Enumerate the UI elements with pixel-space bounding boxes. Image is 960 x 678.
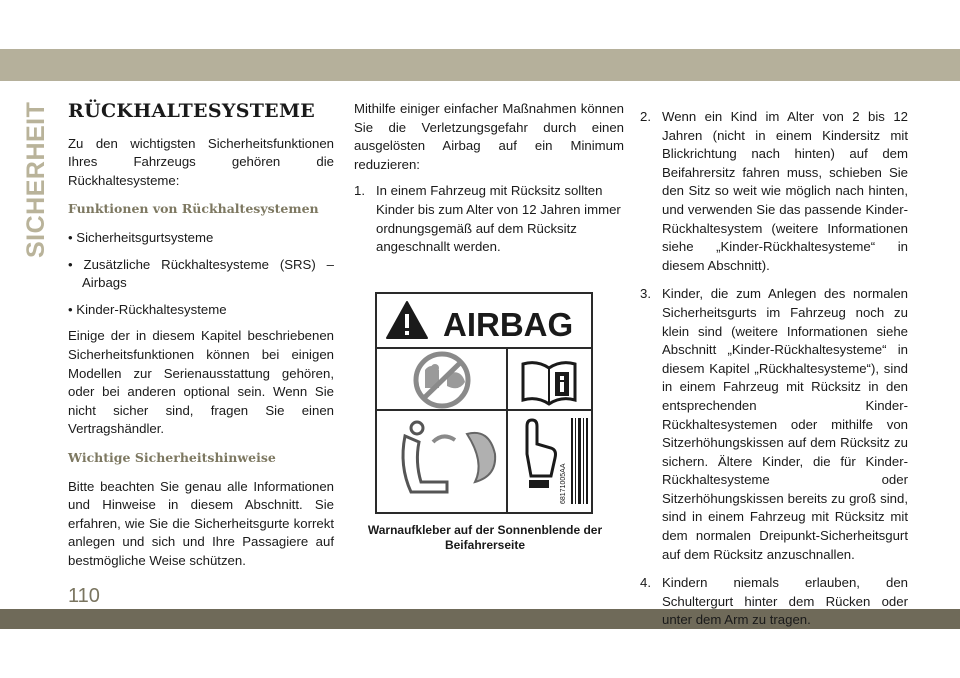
list-item-text: In einem Fahrzeug mit Rücksitz sollten Kinder bis zum Alter von 12 Jahren immer ordnungsgemäß auf dem Rücksitz angeschnallt werden.: [376, 183, 621, 255]
list-item-text: Wenn ein Kind im Alter von 2 bis 12 Jahren (nicht in einem Kindersitz mit Blickrichtung nach hinten) auf dem Beifahrersitz fahren muss, schieben Sie den Sitz so weit wie möglich nach hinten, und verwenden Sie das passende Kinder-Rückhaltesystem (weitere Informationen siehe „Kinder-Rückhaltesysteme“ in diesem Abschnitt).: [662, 109, 908, 273]
section-heading-functions: Funktionen von Rückhaltesystemen: [68, 201, 319, 217]
barcode: [571, 418, 588, 504]
column-middle: [354, 100, 624, 267]
list-item: [640, 108, 908, 275]
list-item-number: 1.: [354, 183, 365, 199]
figure-caption: Warnaufkleber auf der Sonnenblende der Beifahrerseite: [367, 523, 603, 552]
bullet-item: • Sicherheitsgurtsysteme: [68, 229, 214, 245]
bullet-item: • Zusätzliche Rückhaltesysteme (SRS) – Airbags: [68, 256, 334, 291]
list-item: [640, 574, 908, 630]
column-right: [640, 108, 908, 640]
no-rear-facing-child-seat-icon: [416, 354, 468, 406]
measures-list-part2: [640, 108, 908, 630]
manual-info-icon: [523, 363, 575, 404]
airbag-warning-label-illustration: [377, 294, 591, 512]
header-band: [0, 49, 960, 81]
section-heading-safety: Wichtige Sicherheitshinweise: [68, 449, 276, 465]
chapter-side-label-text: SICHERHEIT: [22, 101, 50, 258]
functions-paragraph: Einige der in diesem Kapitel beschriebenen Sicherheitsfunktionen können bei einigen Modellen zur Serienausstattung gehören, oder bei anderen optional sein. Wenn Sie nicht sicher sind, fragen Sie einen Vertragshändler.: [68, 328, 334, 437]
page-number: 110: [68, 585, 100, 607]
list-item-number: 2.: [640, 109, 651, 124]
measures-list-part1: [354, 182, 624, 256]
airbag-label-text: AIRBAG: [443, 306, 574, 343]
list-item: [640, 285, 908, 564]
list-item-number: 3.: [640, 286, 651, 302]
intro-paragraph: Zu den wichtigsten Sicherheitsfunktionen Ihres Fahrzeugs gehören die Rückhaltesysteme:: [68, 135, 334, 188]
list-item-number: 4.: [640, 575, 651, 591]
list-item-text: Kindern niemals erlauben, den Schultergurt hinter dem Rücken oder unter dem Arm zu tragen.: [662, 575, 908, 628]
pointing-hand-icon: [527, 420, 556, 488]
seat-airbag-icon: [403, 422, 495, 492]
column-left: [68, 100, 334, 578]
page-title: RÜCKHALTESYSTEME: [68, 100, 316, 122]
airbag-warning-label-figure: [375, 292, 593, 514]
list-item-text: Kinder, die zum Anlegen des normalen Sicherheitsgurts im Fahrzeug noch zu klein sind (weitere Informationen siehe Abschnitt „Kinder-Rückhaltesysteme“ in diesem Kapitel „Rückhaltesysteme“), sind in einem Fahrzeug mit Rücksitz in den entsprechenden Kinder-Rückhaltesystemen oder mithilfe von Sitzerhöhungskissen auf dem Rücksitz zu sichern. Ältere Kinder, die für Kinder-Rückhaltesysteme oder Sitzerhöhungskissen bereits zu groß sind, sind in einem Fahrzeug mit Rücksitz mit dem normalen Dreipunkt-Sicherheitsgurt auf dem Rücksitz anzuschnallen.: [662, 286, 908, 562]
list-item: [354, 182, 624, 256]
measures-intro: Mithilfe einiger einfacher Maßnahmen können Sie die Verletzungsgefahr durch einen ausgelösten Airbag auf ein Minimum reduzieren:: [354, 101, 624, 172]
bullet-item: • Kinder-Rückhaltesysteme: [68, 301, 227, 317]
safety-paragraph: Bitte beachten Sie genau alle Informationen und Hinweise in diesem Abschnitt. Sie erfahren, wie Sie die Sicherheitsgurte korrekt anlegen und sich und Ihre Passagiere auf bestmögliche Weise schützen.: [68, 478, 334, 568]
chapter-side-label: [21, 101, 51, 258]
label-part-code: 68171005AA: [560, 463, 567, 504]
